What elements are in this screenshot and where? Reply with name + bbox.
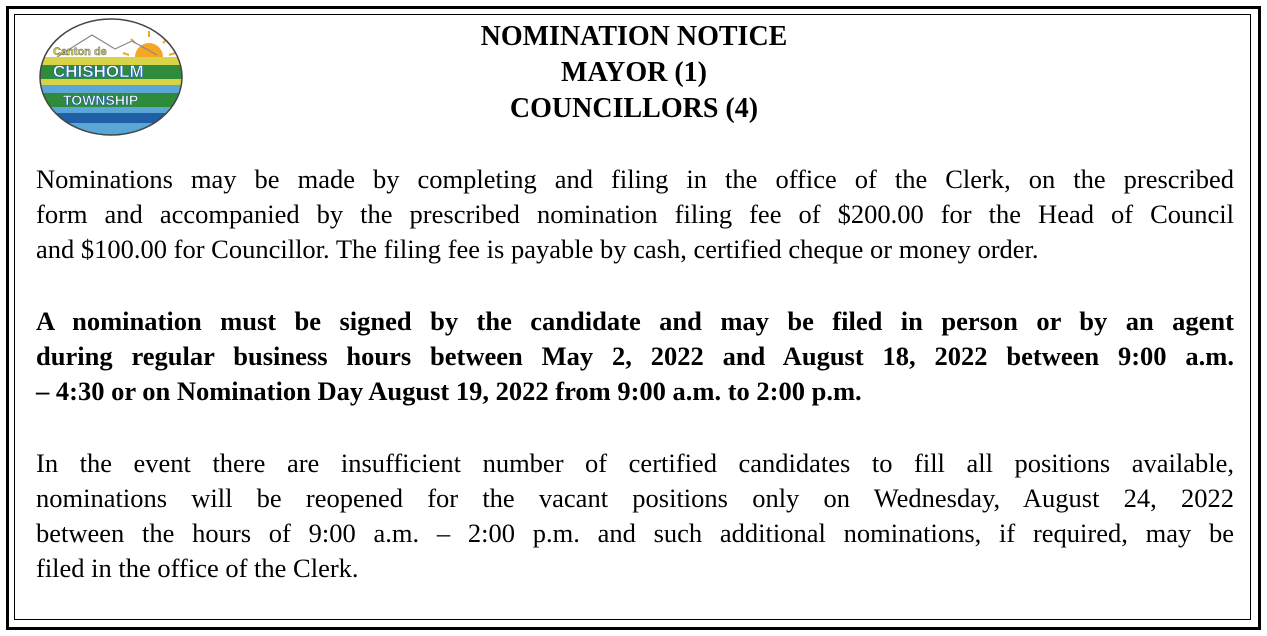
notice-heading	[300, 19, 968, 127]
paragraph-line: In the event there are insufficient number of certified candidates to fill all positions available,	[36, 448, 1234, 478]
paragraph-line: and $100.00 for Councillor. The filing fee is payable by cash, certified cheque or money order.	[36, 234, 1039, 264]
paragraph-line: form and accompanied by the prescribed nomination filing fee of $200.00 for the Head of Council	[36, 199, 1234, 229]
notice-mayor: MAYOR (1)	[561, 57, 707, 88]
logo-text-chisholm: CHISHOLM	[53, 62, 144, 81]
paragraph-line: filed in the office of the Clerk.	[36, 553, 359, 583]
paragraph-filing	[36, 162, 1234, 267]
paragraph-reopening	[36, 446, 1234, 586]
paragraph-line: between the hours of 9:00 a.m. – 2:00 p.m. and such additional nominations, if required, may be	[36, 518, 1234, 548]
logo-text-township: TOWNSHIP	[63, 92, 139, 108]
paragraph-line: A nomination must be signed by the candidate and may be filed in person or by an agent	[36, 306, 1234, 336]
paragraph-line: Nominations may be made by completing and filing in the office of the Clerk, on the prescribed	[36, 164, 1234, 194]
notice-councillors: COUNCILLORS (4)	[509, 93, 759, 124]
township-logo	[37, 17, 185, 137]
notice-title: NOMINATION NOTICE	[480, 21, 788, 52]
paragraph-line: nominations will be reopened for the vacant positions only on Wednesday, August 24, 2022	[36, 483, 1234, 513]
paragraph-line: – 4:30 or on Nomination Day August 19, 2022 from 9:00 a.m. to 2:00 p.m.	[36, 376, 862, 406]
logo-text-canton: Canton de	[53, 46, 107, 58]
paragraph-signing	[36, 304, 1234, 409]
paragraph-line: during regular business hours between May 2, 2022 and August 18, 2022 between 9:00 a.m.	[36, 341, 1234, 371]
